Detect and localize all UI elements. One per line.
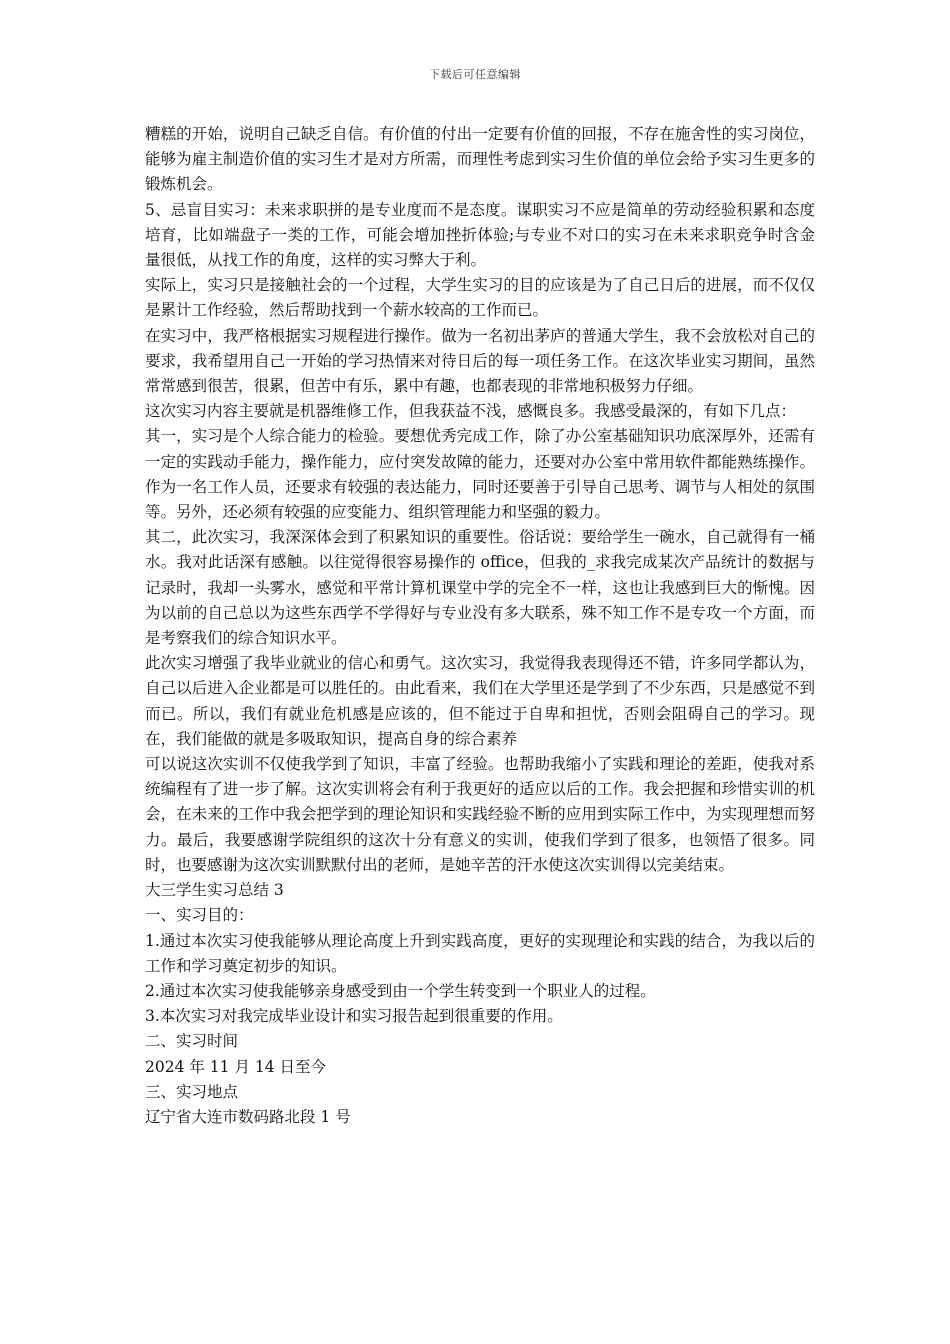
page-header: 下载后可任意编辑 <box>429 68 521 81</box>
paragraph-2: 5、忌盲目实习：未来求职拼的是专业度而不是态度。谋职实习不应是简单的劳动经验积累和态度培育，比如端盘子一类的工作，可能会增加挫折体验;与专业不对口的实习在未来求职竞争时含金量很低，从找工作的角度，这样的实习弊大于利。 <box>145 200 815 270</box>
paragraph-8: 此次实习增强了我毕业就业的信心和勇气。这次实习，我觉得我表现得还不错，许多同学都认为，自己以后进入企业都是可以胜任的。由此看来，我们在大学里还是学到了不少东西，只是感觉不到而已。所以，我们有就业危机感是应该的，但不能过于自卑和担忧，否则会阻碍自己的学习。现在，我们能做的就是多吸取知识，提高自身的综合素养 <box>145 654 815 748</box>
heading-location: 三、实习地点 <box>145 1082 239 1101</box>
internship-date: 2024 年 11 月 14 日至今 <box>145 1057 327 1076</box>
internship-address: 辽宁省大连市数码路北段 1 号 <box>145 1107 351 1126</box>
paragraph-3: 实际上，实习只是接触社会的一个过程，大学生实习的目的应该是为了自己日后的进展，而不仅仅是累计工作经验，然后帮助找到一个薪水较高的工作而已。 <box>145 276 815 320</box>
document-body <box>145 122 815 1130</box>
paragraph-6: 其一，实习是个人综合能力的检验。要想优秀完成工作，除了办公室基础知识功底深厚外，还需有一定的实践动手能力，操作能力，应付突发故障的能力，还要对办公室中常用软件都能熟练操作。作为一名工作人员，还要求有较强的表达能力，同时还要善于引导自己思考、调节与人相处的氛围等。另外，还必须有较强的应变能力、组织管理能力和坚强的毅力。 <box>145 427 815 522</box>
heading-purpose: 一、实习目的： <box>145 906 254 925</box>
paragraph-9: 可以说这次实训不仅使我学到了知识，丰富了经验。也帮助我缩小了实践和理论的差距，使我对系统编程有了进一步了解。这次实训将会有利于我更好的适应以后的工作。我会把握和珍惜实训的机会，在未来的工作中我会把学到的理论知识和实践经验不断的应用到实际工作中，为实现理想而努力。最后，我要感谢学院组织的这次十分有意义的实训，使我们学到了很多，也领悟了很多。同时，也要感谢为这次实训默默付出的老师，是她辛苦的汗水使这次实训得以完美结束。 <box>145 755 815 874</box>
purpose-item-2: 2.通过本次实习使我能够亲身感受到由一个学生转变到一个职业人的过程。 <box>145 981 656 1000</box>
paragraph-1: 糟糕的开始，说明自己缺乏自信。有价值的付出一定要有价值的回报，不存在施舍性的实习岗位，能够为雇主制造价值的实习生才是对方所需，而理性考虑到实习生价值的单位会给予实习生更多的锻炼机会。 <box>145 125 815 194</box>
purpose-item-1: 1.通过本次实习使我能够从理论高度上升到实践高度，更好的实现理论和实践的结合，为我以后的工作和学习奠定初步的知识。 <box>145 931 815 975</box>
paragraph-5: 这次实习内容主要就是机器维修工作，但我获益不浅，感慨良多。我感受最深的，有如下几点： <box>145 402 797 421</box>
heading-time: 二、实习时间 <box>145 1032 239 1051</box>
paragraph-4: 在实习中，我严格根据实习规程进行操作。做为一名初出茅庐的普通大学生，我不会放松对自己的要求，我希望用自己一开始的学习热情来对待日后的每一项任务工作。在这次毕业实习期间，虽然常常感到很苦，很累，但苦中有乐，累中有趣，也都表现的非常地积极努力仔细。 <box>145 326 815 396</box>
purpose-item-3: 3.本次实习对我完成毕业设计和实习报告起到很重要的作用。 <box>145 1007 563 1026</box>
paragraph-7: 其二，此次实习，我深深体会到了积累知识的重要性。俗话说：要给学生一碗水，自己就得有一桶水。我对此话深有感触。以往觉得很容易操作的 office，但我的_求我完成某次产品统计的数据与记录时，我却一头雾水，感觉和平常计算机课堂中学的完全不一样，这也让我感到巨大的惭愧。因为以前的自己总以为这些东西学不学得好与专业没有多大联系，殊不知工作不是专攻一个方面，而是考察我们的综合知识水平。 <box>145 528 815 648</box>
section-title: 大三学生实习总结 3 <box>145 881 284 900</box>
